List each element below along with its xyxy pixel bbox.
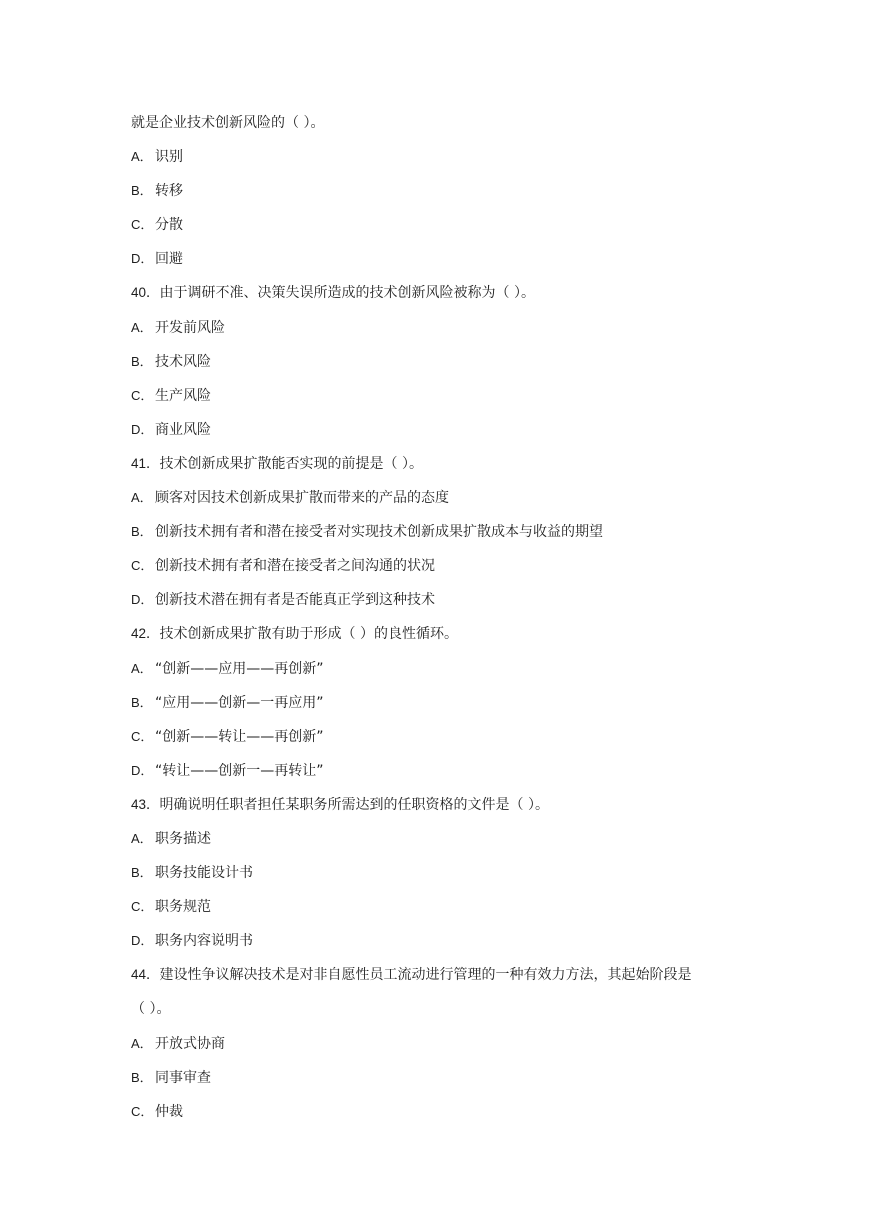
- option-letter: C．: [131, 728, 154, 744]
- answer-option: [131, 144, 751, 178]
- answer-option: [131, 553, 751, 587]
- option-letter: B．: [131, 1069, 153, 1085]
- option-letter: B．: [131, 183, 153, 199]
- option-letter: C．: [131, 558, 154, 574]
- option-text: “应用——创新—一再应用”: [155, 694, 324, 711]
- answer-option: [131, 212, 751, 246]
- answer-option: [131, 349, 751, 383]
- question-number: 41．: [131, 455, 160, 471]
- option-text: “转让——创新一—再转让”: [155, 762, 324, 779]
- answer-option: [131, 894, 751, 928]
- option-text: 生产风险: [155, 387, 211, 404]
- question-stem: [131, 962, 751, 996]
- line-text: （ ）。: [131, 1001, 171, 1018]
- answer-option: [131, 485, 751, 519]
- answer-option: [131, 860, 751, 894]
- option-letter: A．: [131, 1035, 153, 1051]
- option-letter: A．: [131, 830, 153, 846]
- option-letter: D．: [131, 933, 154, 949]
- question-number: 42．: [131, 626, 160, 642]
- question-text: 明确说明任职者担任某职务所需达到的任职资格的文件是（ ）。: [159, 796, 549, 813]
- option-text: 职务描述: [155, 830, 211, 847]
- answer-option: [131, 724, 751, 758]
- option-letter: C．: [131, 899, 154, 915]
- answer-option: [131, 417, 751, 451]
- option-text: 仲裁: [155, 1103, 183, 1120]
- option-letter: D．: [131, 421, 154, 437]
- option-letter: B．: [131, 865, 153, 881]
- question-number: 40．: [131, 285, 160, 301]
- answer-option: [131, 1031, 751, 1065]
- answer-option: [131, 826, 751, 860]
- option-text: 商业风险: [155, 421, 211, 438]
- question-number: 44．: [131, 967, 160, 983]
- line-text: 就是企业技术创新风险的（ ）。: [131, 115, 325, 131]
- option-text: 开发前风险: [155, 319, 225, 336]
- option-letter: B．: [131, 694, 153, 710]
- option-text: “创新——转让——再创新”: [155, 728, 324, 745]
- question-text: 技术创新成果扩散有助于形成（ ）的良性循环。: [159, 626, 458, 643]
- option-letter: B．: [131, 524, 153, 540]
- question-text: 由于调研不准、决策失误所造成的技术创新风险被称为（ ）。: [159, 285, 535, 302]
- question-stem: [131, 621, 751, 655]
- option-letter: A．: [131, 490, 153, 506]
- answer-option: [131, 656, 751, 690]
- option-letter: D．: [131, 762, 154, 778]
- question-stem: [131, 792, 751, 826]
- option-letter: A．: [131, 660, 153, 676]
- option-text: 转移: [155, 183, 183, 200]
- answer-option: [131, 519, 751, 553]
- option-text: 同事审查: [155, 1069, 211, 1086]
- question-stem: [131, 280, 751, 314]
- question-text: 建设性争议解决技术是对非自愿性员工流动进行管理的一种有效力方法，其起始阶段是: [159, 967, 692, 984]
- question-number: 43．: [131, 796, 160, 812]
- answer-option: [131, 1099, 751, 1133]
- answer-option: [131, 1065, 751, 1099]
- option-letter: D．: [131, 592, 154, 608]
- answer-option: [131, 383, 751, 417]
- option-text: 职务内容说明书: [155, 933, 253, 950]
- text-line: [131, 996, 751, 1030]
- option-text: 创新技术拥有者和潜在接受者对实现技术创新成果扩散成本与收益的期望: [155, 524, 603, 541]
- answer-option: [131, 758, 751, 792]
- question-stem: [131, 451, 751, 485]
- option-text: 技术风险: [155, 353, 211, 370]
- answer-option: [131, 690, 751, 724]
- option-text: 职务技能设计书: [155, 865, 253, 882]
- option-text: 创新技术潜在拥有者是否能真正学到这种技术: [155, 592, 435, 609]
- option-text: 识别: [155, 149, 183, 166]
- text-line: [131, 110, 751, 144]
- option-text: 回避: [155, 251, 183, 268]
- option-letter: A．: [131, 319, 153, 335]
- option-text: 职务规范: [155, 899, 211, 916]
- answer-option: [131, 928, 751, 962]
- option-text: “创新——应用——再创新”: [155, 660, 324, 677]
- option-letter: C．: [131, 217, 154, 233]
- option-text: 顾客对因技术创新成果扩散而带来的产品的态度: [155, 490, 449, 507]
- option-text: 分散: [155, 217, 183, 234]
- option-letter: B．: [131, 353, 153, 369]
- document-body: [131, 110, 751, 1133]
- answer-option: [131, 315, 751, 349]
- option-letter: C．: [131, 387, 154, 403]
- answer-option: [131, 178, 751, 212]
- option-letter: A．: [131, 149, 153, 165]
- option-text: 开放式协商: [155, 1035, 225, 1052]
- answer-option: [131, 246, 751, 280]
- option-text: 创新技术拥有者和潜在接受者之间沟通的状况: [155, 558, 435, 575]
- option-letter: C．: [131, 1103, 154, 1119]
- question-text: 技术创新成果扩散能否实现的前提是（ ）。: [159, 455, 423, 472]
- option-letter: D．: [131, 251, 154, 267]
- answer-option: [131, 587, 751, 621]
